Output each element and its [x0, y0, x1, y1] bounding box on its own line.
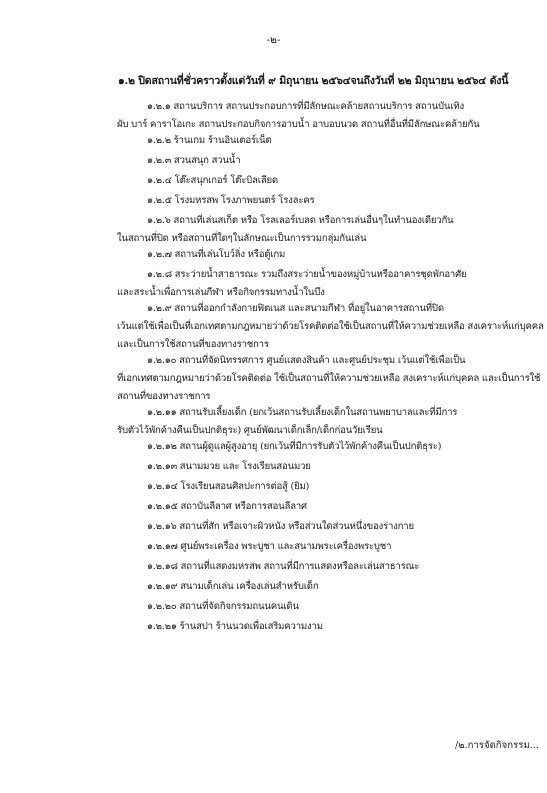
- item-line: ๑.๒.๑๙ สนามเด็กเล่น เครื่องเล่นสำหรับเด็ก: [147, 581, 319, 592]
- closure-item: [0, 98, 547, 134]
- item-line: ๑.๒.๑๐ สถานที่จัดนิทรรศการ ศูนย์แสดงสินค้า และศูนย์ประชุม เว้นแต่ใช้เพื่อเป็น: [147, 355, 466, 366]
- item-continuation-line: และสระน้ำเพื่อการเล่นกีฬา หรือกิจกรรมทางน้ำในบึง: [117, 287, 325, 298]
- item-line: ๑.๒.๗ สถานที่เล่นโบว์ลิ่ง หรือตู้เกม: [147, 249, 286, 260]
- closure-item: [0, 212, 547, 248]
- item-line: ๑.๒.๑๖ สถานที่สัก หรือเจาะผิวหนัง หรือส่วนใดส่วนหนึ่งของร่างกาย: [147, 521, 414, 532]
- item-line: ๑.๒.๑๕ สถาบันลีลาศ หรือการสอนลีลาศ: [147, 501, 307, 512]
- closure-item: [0, 438, 547, 456]
- item-line: ๑.๒.๘ สระว่ายน้ำสาธารณะ รวมถึงสระว่ายน้ำของหมู่บ้านหรืออาคารชุดพักอาศัย: [147, 269, 467, 280]
- item-line: ๑.๒.๑๒ สถานผู้ดูแลผู้สูงอายุ (ยกเว้นที่มีการรับตัวไว้พักค้างคืนเป็นปกติธุระ): [147, 441, 442, 452]
- item-line: ๑.๒.๕ โรงมหรสพ โรงภาพยนตร์ โรงละคร: [147, 195, 315, 206]
- page-number: -๒-: [266, 34, 281, 46]
- item-continuation-line: สถานที่ของทางราชการ: [117, 391, 211, 402]
- section-heading: ๑.๒ ปิดสถานที่ชั่วคราวตั้งแต่วันที่ ๙ มิถุนายน ๒๕๖๔จนถึงวันที่ ๒๒ มิถุนายน ๒๕๖๔ ดังนี้: [118, 75, 509, 87]
- closure-item: [0, 578, 547, 596]
- item-continuation-line: และเป็นการใช้สถานที่ของทางราชการ: [117, 339, 269, 350]
- item-continuation-line: เว้นแต่ใช้เพื่อเป็นที่เอกเทศตามกฎหมายว่าด้วยโรคติดต่อใช้เป็นสถานที่ให้ความช่วยเหลือ สงเคราะห์แก่บุคคล: [117, 321, 544, 332]
- item-line: ๑.๒.๑๘ สถานที่แสดงมหรสพ สถานที่มีการแสดงหรือละเล่นสาธารณะ: [147, 561, 420, 572]
- item-continuation-line: ที่เอกเทศตามกฎหมายว่าด้วยโรคติดต่อ ใช้เป็นสถานที่ให้ความช่วยเหลือ สงเคราะห์แก่บุคคล และเป็นการใช้: [117, 373, 541, 384]
- item-line: ๑.๒.๑๔ โรงเรียนสอนศิลปะการต่อสู้ (ยิม): [147, 481, 310, 492]
- closure-item: [0, 518, 547, 536]
- item-line: ๑.๒.๒๐ สถานที่จัดกิจกรรมถนนคนเดิน: [147, 601, 299, 612]
- closure-item: [0, 172, 547, 190]
- closure-item: [0, 558, 547, 576]
- closure-item: [0, 132, 547, 150]
- item-line: ๑.๒.๔ โต๊ะสนุกเกอร์ โต๊ะบิลเลียด: [147, 175, 278, 186]
- closure-item: [0, 192, 547, 210]
- closure-item: [0, 246, 547, 264]
- closure-item: [0, 266, 547, 302]
- item-line: ๑.๒.๑๓ สนามมวย และ โรงเรียนสอนมวย: [147, 461, 311, 472]
- item-line: ๑.๒.๑ สถานบริการ สถานประกอบการที่มีลักษณะคล้ายสถานบริการ สถานบันเทิง: [147, 101, 464, 112]
- closure-item: [0, 538, 547, 556]
- closure-item: [0, 300, 547, 354]
- item-line: ๑.๒.๒ ร้านเกม ร้านอินเตอร์เน็ต: [147, 135, 272, 146]
- item-continuation-line: ในสถานที่ปิด หรือสถานที่ใดๆในลักษณะเป็นการรวมกลุ่มกันเล่น: [117, 233, 367, 244]
- item-line: ๑.๒.๓ สวนสนุก สวนน้ำ: [147, 155, 241, 166]
- item-line: ๑.๒.๖ สถานที่เล่นสเก็ต หรือ โรลเลอร์เบลด หรือการเล่นอื่นๆในทำนองเดียวกัน: [147, 215, 454, 226]
- item-continuation-line: รับตัวไว้พักค้างคืนเป็นปกติธุระ) ศูนย์พัฒนาเด็กเล็ก/เด็กก่อนวัยเรียน: [117, 425, 383, 436]
- item-line: ๑.๒.๙ สถานที่ออกกำลังกายฟิตเนส และสนามกีฬา ที่อยู่ในอาคารสถานที่ปิด: [147, 303, 444, 314]
- item-line: ๑.๒.๑๗ ศูนย์พระเครื่อง พระบูชา และสนามพระเครื่องพระบูชา: [147, 541, 392, 552]
- closure-item: [0, 478, 547, 496]
- item-line: ๑.๒.๒๑ ร้านสปา ร้านนวดเพื่อเสริมความงาม: [147, 621, 323, 632]
- closure-item: [0, 404, 547, 440]
- closure-item: [0, 458, 547, 476]
- closure-item: [0, 598, 547, 616]
- closure-item: [0, 152, 547, 170]
- continuation-footer: /๒.การจัดกิจกรรม...: [455, 740, 539, 751]
- item-line: ๑.๒.๑๑ สถานรับเลี้ยงเด็ก (ยกเว้นสถานรับเลี้ยงเด็กในสถานพยาบาลและที่มีการ: [147, 407, 458, 418]
- closure-item: [0, 618, 547, 636]
- item-continuation-line: ผับ บาร์ คาราโอเกะ สถานประกอบกิจการอาบน้ำ อาบอบนวด สถานที่อื่นที่มีลักษณะคล้ายกัน: [117, 119, 480, 130]
- closure-item: [0, 352, 547, 406]
- closure-item: [0, 498, 547, 516]
